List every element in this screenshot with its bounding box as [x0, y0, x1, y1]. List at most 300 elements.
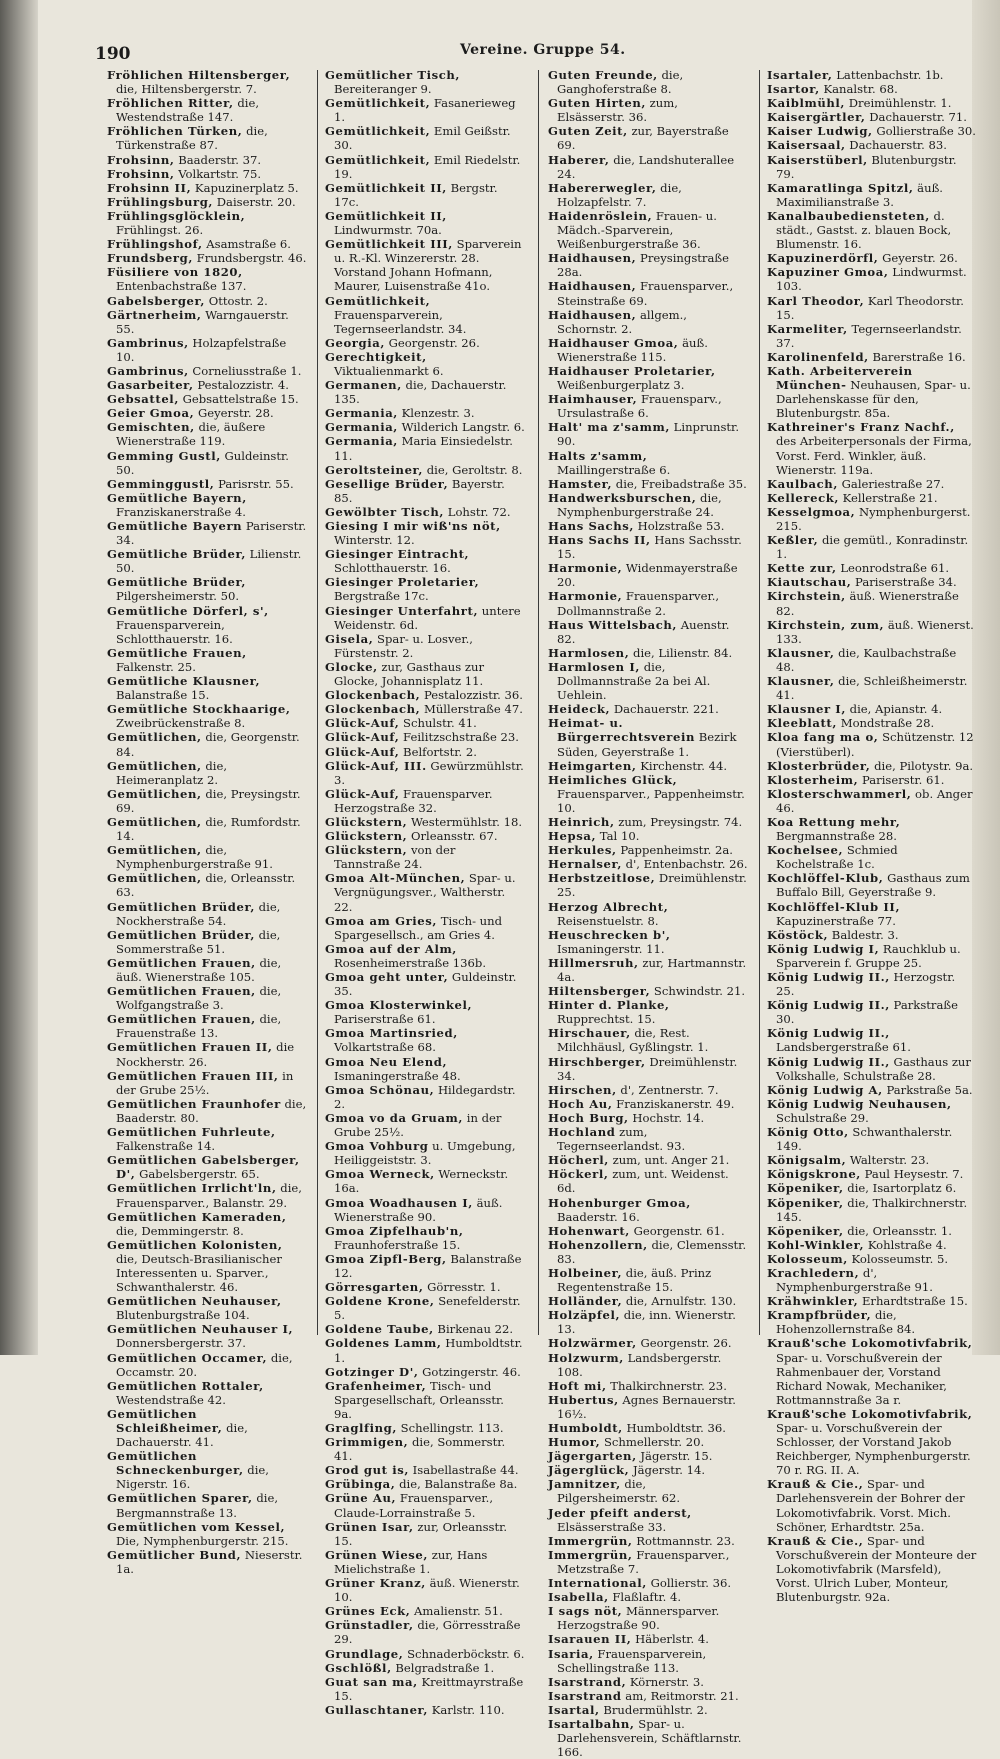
entry-address: Bergstraße 17c.: [334, 589, 429, 604]
directory-entry: [107, 984, 307, 1012]
directory-entry: [107, 646, 307, 674]
entry-address: Frauensparver., Claude-Lorrainstraße 5.: [334, 1491, 494, 1520]
entry-address: Balanstraße 12.: [334, 1251, 522, 1280]
entry-name: Gemütliche Bayern: [107, 519, 243, 533]
directory-entry: [548, 1590, 748, 1604]
entry-name: Gemütlicher Bund,: [107, 1547, 242, 1562]
entry-name: König Ludwig Neuhausen,: [767, 1096, 952, 1111]
entry-address: Lilienstr. 50.: [116, 547, 302, 576]
entry-name: Gemütlichen Occamer,: [107, 1350, 268, 1365]
directory-entry: [548, 308, 748, 336]
entry-address: Elsässerstraße 33.: [557, 1519, 667, 1534]
directory-entry: [325, 477, 525, 505]
directory-entry: [767, 674, 977, 702]
entry-address: Kellerstraße 21.: [839, 490, 938, 505]
entry-address: Bereiteranger 9.: [334, 82, 432, 97]
directory-entry: [107, 378, 307, 392]
entry-name: I sags nöt,: [548, 1604, 623, 1619]
entry-address: Dreimühlenstr. 25.: [557, 871, 747, 900]
entry-name: Guten Freunde,: [548, 68, 658, 82]
entry-name: Handwerksburschen,: [548, 490, 697, 505]
entry-name: Gotzinger D',: [325, 1364, 419, 1379]
entry-address: Blutenburgstr. 79.: [776, 152, 957, 181]
column-rule: [759, 70, 760, 1335]
entry-address: Frauen- u. Mädch.-Sparverein, Weißenburgerstraße 36.: [557, 208, 717, 252]
entry-name: Gemütlichen Rottaler,: [107, 1378, 264, 1393]
entry-address: die Nockherstr. 26.: [116, 1040, 295, 1069]
entry-address: Winterstr. 12.: [334, 533, 415, 548]
entry-address: Gollierstr. 36.: [646, 1576, 732, 1591]
entry-address: Rauchklub u. Sparverein f. Gruppe 25.: [776, 941, 961, 970]
entry-name: Glück-Auf,: [325, 744, 400, 759]
directory-entry: [767, 871, 977, 899]
directory-entry: [548, 1167, 748, 1195]
entry-name: Harmonie,: [548, 561, 623, 576]
entry-address: Fraunhoferstraße 15.: [334, 1237, 461, 1252]
directory-entry: [325, 730, 525, 744]
entry-name: Holzäpfel,: [548, 1308, 621, 1323]
entry-address: Weißenburgerplatz 3.: [557, 378, 685, 393]
directory-entry: [548, 773, 748, 815]
directory-entry: [325, 871, 525, 913]
directory-entry: [767, 1252, 977, 1266]
entry-address: Hans Sachsstr. 15.: [557, 533, 742, 562]
entry-address: u. Umgebung, Heiliggeiststr. 3.: [334, 1139, 516, 1168]
directory-entry: [767, 68, 977, 82]
directory-entry: [107, 364, 307, 378]
entry-address: Schützenstr. 12 (Vierstüberl).: [776, 730, 974, 759]
entry-name: Gemming Gustl,: [107, 448, 221, 463]
entry-name: Kleeblatt,: [767, 716, 838, 731]
directory-entry: [548, 449, 748, 477]
directory-entry: [107, 449, 307, 477]
entry-address: zum, unt. Anger 21.: [608, 1153, 730, 1168]
entry-name: Haidhausen,: [548, 279, 637, 294]
entry-address: äuß. Wienerstraße 90.: [334, 1195, 503, 1224]
entry-address: Franziskanerstr. 49.: [612, 1096, 735, 1111]
entry-address: die, Sommerstraße 51.: [116, 927, 281, 956]
directory-entry: [107, 1181, 307, 1209]
entry-name: Glück-Auf,: [325, 730, 400, 745]
entry-address: Volkartstraße 68.: [334, 1040, 436, 1055]
entry-name: Fröhlichen Türken,: [107, 124, 243, 139]
entry-name: Halts z'samm,: [548, 448, 648, 463]
entry-address: Pappenheimstr. 2a.: [616, 843, 733, 858]
entry-name: Gmoa Neu Elend,: [325, 1054, 448, 1069]
directory-entry: [107, 124, 307, 152]
directory-entry: [325, 843, 525, 871]
directory-entry: [548, 1266, 748, 1294]
directory-entry: [325, 406, 525, 420]
entry-address: die, Dachauerstr. 135.: [334, 378, 507, 407]
entry-address: Werneckstr. 16a.: [334, 1167, 509, 1196]
entry-name: Gemütlichen Kameraden,: [107, 1209, 287, 1224]
entry-address: Görresstr. 1.: [423, 1280, 501, 1295]
entry-name: Frühlingshof,: [107, 237, 203, 252]
entry-name: Gemütlichen Brüder,: [107, 899, 255, 914]
entry-address: Bezirk Süden, Geyerstraße 1.: [557, 730, 737, 759]
entry-address: Hildegardstr. 2.: [334, 1082, 516, 1111]
directory-entry: [325, 1196, 525, 1224]
entry-name: Kesselgmoa,: [767, 504, 856, 519]
entry-name: Gebsattel,: [107, 392, 179, 407]
entry-address: die, Türkenstraße 87.: [116, 124, 268, 153]
entry-name: Herzog Albrecht,: [548, 899, 669, 914]
entry-address: Falkenstraße 14.: [116, 1139, 216, 1154]
entry-name: Georgia,: [325, 335, 385, 350]
entry-name: Gemütlichen Fraunhofer: [107, 1096, 281, 1111]
entry-address: Baaderstr. 16.: [557, 1209, 640, 1224]
entry-name: Glückstern,: [325, 843, 408, 858]
directory-entry: [767, 618, 977, 646]
directory-entry: [548, 1308, 748, 1336]
directory-entry: [767, 96, 977, 110]
entry-name: Jeder pfeift anderst,: [548, 1505, 692, 1520]
entry-address: Lindwurmst. 103.: [776, 265, 967, 294]
entry-address: allgem., Schornstr. 2.: [557, 307, 687, 336]
entry-name: Frühlingsglöcklein,: [107, 208, 246, 223]
directory-entry: [107, 702, 307, 730]
directory-entry: [548, 984, 748, 998]
entry-name: Kochlöffel-Klub,: [767, 871, 884, 886]
entry-address: Jägerstr. 14.: [629, 1463, 706, 1478]
directory-entry: [767, 294, 977, 322]
directory-entry: [548, 1689, 748, 1703]
directory-entry: [325, 660, 525, 688]
entry-address: Karl Theodorstr. 15.: [776, 293, 964, 322]
entry-name: Karl Theodor,: [767, 293, 865, 308]
entry-address: Tisch- und Spargesellschaft, Orleansstr. 9a.: [334, 1378, 504, 1421]
entry-address: Dachauerstr. 83.: [845, 138, 947, 153]
entry-name: Germania,: [325, 434, 398, 449]
entry-address: Klenzestr. 3.: [397, 406, 475, 421]
entry-address: zur, Hans Mielichstraße 1.: [334, 1547, 488, 1576]
directory-entry: [548, 209, 748, 251]
entry-name: Gmoa vo da Gruam,: [325, 1110, 464, 1125]
entry-address: die, Balanstraße 8a.: [395, 1477, 518, 1492]
directory-entry: [548, 153, 748, 181]
directory-entry: [767, 1153, 977, 1167]
entry-address: Tegernseerlandstr. 37.: [776, 321, 962, 350]
entry-name: Gmoa am Gries,: [325, 913, 438, 928]
entry-name: Höckerl,: [548, 1167, 609, 1182]
entry-name: Giesing I mir wiß'ns nöt,: [325, 519, 501, 533]
entry-address: Bayerstr. 85.: [334, 476, 505, 505]
entry-address: Körnerstr. 3.: [626, 1674, 704, 1689]
directory-entry: [325, 1365, 525, 1379]
entry-address: in der Grube 25½.: [334, 1110, 502, 1140]
entry-name: König Ludwig II.,: [767, 1054, 890, 1069]
entry-name: Germanen,: [325, 378, 402, 393]
directory-entry: [325, 68, 525, 96]
directory-entry: [767, 505, 977, 533]
entry-address: Pestalozzistr. 4.: [193, 378, 289, 393]
directory-entry: [767, 124, 977, 138]
entry-name: Holzwärmer,: [548, 1336, 637, 1351]
directory-entry: [325, 1111, 525, 1139]
entry-name: Hans Sachs,: [548, 519, 634, 533]
column-rule: [538, 70, 539, 1335]
directory-entry: [107, 1548, 307, 1576]
entry-address: zur, Hartmannstr. 4a.: [557, 955, 747, 984]
directory-entry: [548, 1153, 748, 1167]
entry-name: Füsiliere von 1820,: [107, 265, 243, 280]
entry-name: Gemütlichkeit,: [325, 124, 431, 139]
entry-name: Herbstzeitlose,: [548, 871, 656, 886]
entry-name: Köstöck,: [767, 927, 829, 942]
directory-entry: [767, 730, 977, 758]
directory-entry: [548, 716, 748, 758]
directory-entry: [767, 843, 977, 871]
directory-entry: [767, 1097, 977, 1125]
entry-name: Hirschen,: [548, 1082, 617, 1097]
directory-entry: [548, 392, 748, 420]
entry-name: Hoch Burg,: [548, 1110, 629, 1125]
directory-entry: [548, 1294, 748, 1308]
entry-name: Königsalm,: [767, 1153, 847, 1168]
directory-entry: [107, 1012, 307, 1040]
entry-address: Erhardtstraße 15.: [858, 1294, 968, 1309]
entry-address: die, Orleansstr. 63.: [116, 871, 296, 900]
directory-entry: [107, 843, 307, 871]
entry-address: Falkenstr. 25.: [116, 659, 196, 674]
entry-name: Köpeniker,: [767, 1195, 844, 1210]
directory-entry: [767, 1407, 977, 1477]
entry-name: Haimhauser,: [548, 392, 638, 407]
entry-name: Guten Hirten,: [548, 96, 646, 111]
directory-entry: [548, 1534, 748, 1548]
directory-entry: [107, 308, 307, 336]
directory-entry: [325, 1252, 525, 1280]
directory-entry: [107, 1407, 307, 1449]
entry-name: Gschlößl,: [325, 1660, 392, 1675]
entry-name: Gemütlichkeit,: [325, 293, 431, 308]
entry-name: Klosterheim,: [767, 772, 859, 787]
entry-address: Viktualienmarkt 6.: [334, 363, 444, 378]
directory-entry: [325, 420, 525, 434]
entry-address: die, Kaulbachstraße 48.: [776, 645, 957, 674]
entry-name: Grünen Wiese,: [325, 1547, 429, 1562]
entry-address: Linprunstr. 90.: [557, 420, 740, 449]
entry-address: Preysingstraße 28a.: [557, 251, 729, 280]
entry-name: Glückstern,: [325, 829, 408, 844]
directory-entry: [767, 350, 977, 364]
entry-address: Frauensparverein, Schlotthauerstr. 16.: [116, 617, 233, 646]
entry-name: Humboldt,: [548, 1421, 623, 1435]
directory-entry: [107, 1322, 307, 1350]
directory-entry: [107, 1125, 307, 1153]
directory-entry: [107, 1069, 307, 1097]
directory-entry: [548, 519, 748, 533]
directory-entry: [548, 1224, 748, 1238]
directory-entry: [107, 815, 307, 843]
entry-name: Krauß'sche Lokomotivfabrik,: [767, 1406, 973, 1421]
entry-name: Gemütlichen Frauen,: [107, 955, 256, 970]
entry-name: Jägergarten,: [548, 1449, 637, 1464]
directory-entry: [548, 279, 748, 307]
directory-entry: [767, 1224, 977, 1238]
entry-name: Frohsinn,: [107, 166, 175, 181]
entry-address: Kapuzinerstraße 77.: [776, 913, 896, 928]
directory-entry: [767, 716, 977, 730]
entry-name: Kaisersaal,: [767, 138, 846, 153]
entry-address: Gabelsbergerstr. 65.: [135, 1167, 260, 1182]
entry-name: Glückstern,: [325, 814, 408, 829]
directory-entry: [767, 420, 977, 476]
directory-entry: [107, 674, 307, 702]
directory-entry: [325, 1083, 525, 1111]
entry-name: Klausner,: [767, 645, 835, 660]
entry-name: Geier Gmoa,: [107, 406, 195, 421]
entry-address: in der Grube 25½.: [116, 1068, 294, 1097]
entry-address: Asamstraße 6.: [202, 237, 291, 252]
entry-name: Gambrinus,: [107, 335, 189, 350]
entry-address: Frühlingst. 26.: [116, 223, 204, 238]
entry-address: die, Hiltensbergerstr. 7.: [116, 82, 257, 97]
entry-address: die, Clemensstr. 83.: [557, 1237, 747, 1266]
entry-address: äuß. Maximilianstraße 3.: [776, 180, 943, 209]
entry-address: die, Baaderstr. 80.: [116, 1096, 307, 1125]
entry-name: Gmoa Vohburg: [325, 1139, 429, 1154]
entry-address: Orleansstr. 67.: [407, 829, 498, 844]
directory-entry: [548, 68, 748, 96]
entry-address: Lindwurmstr. 70a.: [334, 223, 442, 238]
entry-name: Gemütlichen Kolonisten,: [107, 1237, 283, 1252]
entry-name: Gemütlichen Frauen,: [107, 984, 256, 999]
directory-entry: [325, 1224, 525, 1252]
entry-name: Krähwinkler,: [767, 1294, 859, 1309]
entry-name: Haidhausen,: [548, 251, 637, 266]
directory-entry: [767, 1055, 977, 1083]
entry-address: die, inn. Wienerstr. 13.: [557, 1308, 736, 1337]
entry-address: die, Orleansstr. 1.: [843, 1223, 952, 1238]
entry-name: Gemütlichen Irrlicht'ln,: [107, 1181, 277, 1196]
entry-name: Hubertus,: [548, 1392, 619, 1407]
entry-name: Kaiserstüberl,: [767, 152, 868, 167]
entry-address: Gasthaus zum Buffalo Bill, Geyerstraße 9.: [776, 871, 970, 900]
entry-address: Nymphenburgerst. 215.: [776, 504, 971, 533]
directory-entry: [548, 1477, 748, 1505]
entry-address: Blutenburgstraße 104.: [116, 1308, 250, 1323]
entry-address: Guldeinstr. 35.: [334, 970, 517, 999]
entry-address: Jägerstr. 15.: [636, 1449, 713, 1464]
entry-name: Gemütlichkeit,: [325, 96, 431, 111]
directory-entry: [325, 1548, 525, 1576]
entry-address: Gotzingerstr. 46.: [418, 1364, 521, 1379]
entry-address: die, Isartorplatz 6.: [843, 1181, 957, 1196]
entry-name: Gmoa Alt-München,: [325, 871, 466, 886]
directory-entry: [767, 265, 977, 293]
entry-name: Glück-Auf,: [325, 716, 400, 731]
entry-address: die, Georgenstr. 84.: [116, 730, 300, 759]
directory-entry: [548, 1238, 748, 1266]
directory-entry: [767, 82, 977, 96]
entry-name: Hoch Au,: [548, 1096, 613, 1111]
entry-address: Leonrodstraße 61.: [836, 561, 950, 576]
entry-name: Harmlosen I,: [548, 659, 641, 674]
directory-entry: [107, 1491, 307, 1519]
entry-name: Hepsa,: [548, 829, 597, 844]
entry-name: Keßler,: [767, 533, 819, 548]
entry-name: Gesellige Brüder,: [325, 476, 449, 491]
entry-address: die, Landshuterallee 24.: [557, 152, 735, 181]
entry-address: äuß. Wienerstraße 115.: [557, 335, 708, 364]
directory-entry: [107, 294, 307, 308]
entry-address: die, Hohenzollernstraße 84.: [776, 1308, 916, 1337]
entry-name: Kloa fang ma o,: [767, 730, 879, 745]
directory-entry: [767, 138, 977, 152]
directory-entry: [325, 378, 525, 406]
directory-entry: [548, 491, 748, 519]
entry-address: zum, Elsässerstr. 36.: [557, 96, 678, 125]
entry-name: Krampfbrüder,: [767, 1308, 872, 1323]
entry-address: die, Nymphenburgerstraße 24.: [557, 490, 722, 519]
entry-address: die, Westendstraße 147.: [116, 96, 260, 125]
entry-name: Isabella,: [548, 1590, 609, 1605]
directory-entry: [107, 195, 307, 209]
entry-address: die, Dachauerstr. 41.: [116, 1421, 248, 1450]
entry-address: Sparverein u. R.-Kl. Winzererstr. 28. Vorstand Johann Hofmann, Maurer, Luisenstraße 41o.: [334, 237, 522, 294]
entry-address: Balanstraße 15.: [116, 688, 210, 703]
entry-name: Giesinger Eintracht,: [325, 547, 470, 562]
entry-name: Kathreiner's Franz Nachf.,: [767, 420, 955, 435]
entry-name: Gemütliche Frauen,: [107, 645, 247, 660]
entry-name: Karolinenfeld,: [767, 349, 869, 364]
directory-entry: [767, 773, 977, 787]
directory-entry: [325, 1139, 525, 1167]
entry-address: Bergmannstraße 28.: [776, 829, 897, 844]
directory-entry: [548, 124, 748, 152]
directory-entry: [548, 1632, 748, 1646]
entry-address: Flaßlaftr. 4.: [608, 1590, 682, 1605]
entry-address: Holzapfelstraße 10.: [116, 335, 287, 364]
directory-entry: [107, 759, 307, 787]
entry-name: Gemütlichen Sparer,: [107, 1491, 253, 1506]
directory-entry: [548, 1196, 748, 1224]
entry-address: ob. Anger 46.: [776, 786, 973, 815]
entry-address: des Arbeiterpersonals der Firma, Vorst. Ferd. Winkler, äuß. Wienerstr. 119a.: [776, 434, 972, 477]
directory-entry: [107, 604, 307, 646]
entry-name: Kanalbaubediensteten,: [767, 208, 930, 223]
entry-name: König Otto,: [767, 1125, 849, 1140]
entry-name: Klosterbrüder,: [767, 758, 871, 773]
entry-address: die, Pilgersheimerstr. 62.: [557, 1477, 681, 1506]
entry-name: Guat san ma,: [325, 1674, 418, 1689]
entry-name: Gemischten,: [107, 420, 195, 435]
directory-entry: [107, 209, 307, 237]
entry-address: Dreimühlenstr. 34.: [557, 1054, 738, 1083]
directory-entry: [548, 956, 748, 984]
directory-entry: [548, 660, 748, 702]
entry-name: Gambrinus,: [107, 363, 189, 378]
entry-name: Kette zur,: [767, 561, 837, 576]
entry-name: Isaria,: [548, 1646, 594, 1661]
entry-name: Glockenbach,: [325, 702, 421, 717]
entry-name: Kellereck,: [767, 490, 839, 505]
entry-name: Gmoa Martinsried,: [325, 1026, 458, 1041]
directory-entry: [325, 575, 525, 603]
entry-address: Holzstraße 53.: [634, 519, 725, 533]
directory-entry: [325, 998, 525, 1026]
entry-address: die, Nymphenburgerstraße 91.: [116, 843, 273, 872]
entry-address: Geyerstr. 28.: [194, 406, 274, 421]
directory-entry: [325, 1294, 525, 1322]
entry-name: Klausner,: [767, 674, 835, 689]
entry-address: Rosenheimerstraße 136b.: [334, 955, 487, 970]
page-number: 190: [95, 44, 131, 64]
entry-address: die, Nockherstraße 54.: [116, 899, 281, 928]
entry-address: Pariserstraße 61.: [334, 1012, 436, 1027]
